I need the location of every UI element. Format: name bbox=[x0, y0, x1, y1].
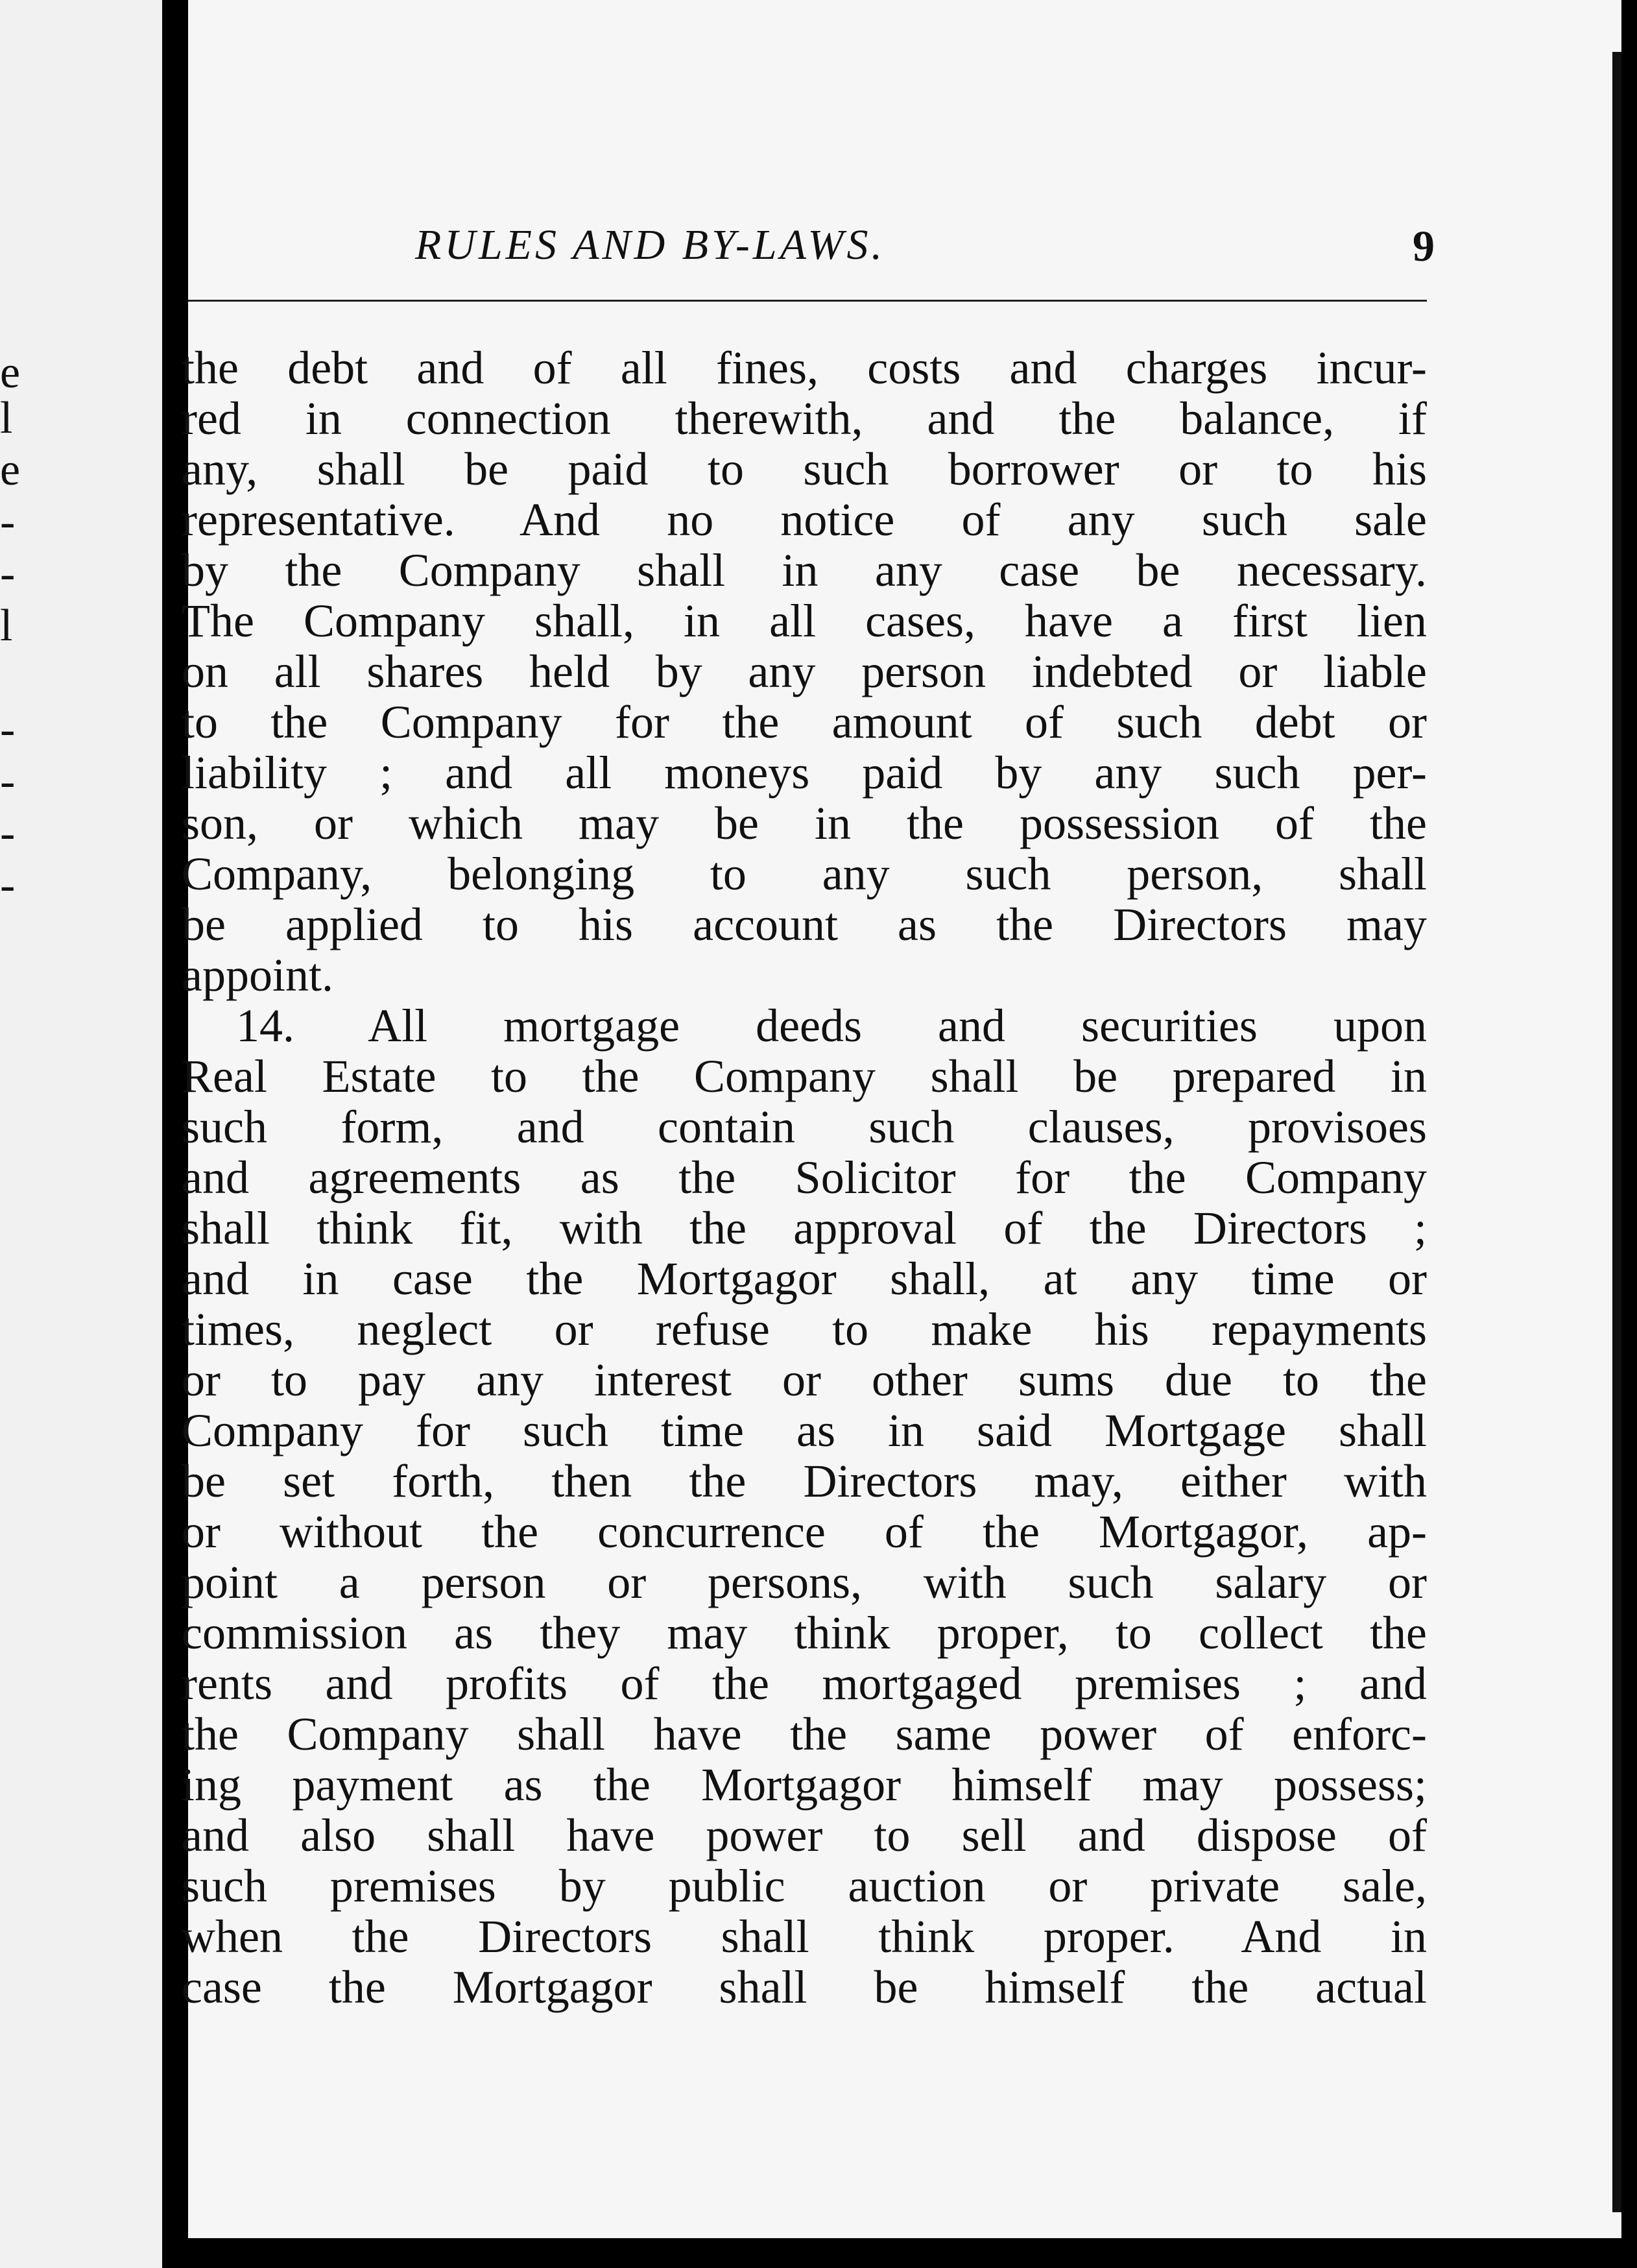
text-line: red in connection therewith, and the balance, if bbox=[182, 392, 1427, 444]
text-line: be set forth, then the Directors may, either with bbox=[182, 1455, 1427, 1507]
facing-page-fragment: - bbox=[0, 808, 16, 858]
text-line: son, or which may be in the possession of the bbox=[182, 797, 1427, 849]
facing-page-fragment: - bbox=[0, 756, 16, 806]
text-line: to the Company for the amount of such debt or bbox=[182, 696, 1427, 748]
text-line: such premises by public auction or private sale, bbox=[182, 1860, 1427, 1912]
facing-page-fragment: - bbox=[0, 860, 16, 910]
text-line: times, neglect or refuse to make his repayments bbox=[182, 1303, 1427, 1355]
running-head bbox=[188, 221, 1435, 285]
page-edge-shadow bbox=[1612, 52, 1621, 2212]
text-line: appoint. bbox=[182, 949, 333, 1001]
text-line: when the Directors shall think proper. And in bbox=[182, 1911, 1427, 1962]
running-title: RULES AND BY-LAWS. bbox=[415, 221, 885, 269]
text-line: or to pay any interest or other sums due to the bbox=[182, 1354, 1427, 1406]
text-line: liability ; and all moneys paid by any such per- bbox=[182, 747, 1427, 799]
text-line: representative. And no notice of any such sale bbox=[182, 494, 1427, 546]
text-line: and agreements as the Solicitor for the Company bbox=[182, 1152, 1427, 1203]
text-line: Company for such time as in said Mortgage shall bbox=[182, 1405, 1427, 1456]
text-line: shall think fit, with the approval of the Directors ; bbox=[182, 1202, 1427, 1254]
text-line: be applied to his account as the Directors may bbox=[182, 899, 1427, 950]
text-line: any, shall be paid to such borrower or to his bbox=[182, 443, 1427, 495]
text-line: case the Mortgagor shall be himself the actual bbox=[182, 1961, 1427, 2013]
facing-page-edge bbox=[0, 0, 163, 2268]
section-start-line: 14. All mortgage deeds and securities upon bbox=[236, 1000, 1427, 1052]
body-text bbox=[182, 343, 1427, 2012]
text-line: point a person or persons, with such salary or bbox=[182, 1556, 1427, 1608]
text-line: Real Estate to the Company shall be prepared in bbox=[182, 1050, 1427, 1102]
text-line: on all shares held by any person indebted or liable bbox=[182, 645, 1427, 697]
facing-page-fragment: e bbox=[0, 445, 21, 495]
text-line: and also shall have power to sell and dispose of bbox=[182, 1809, 1427, 1861]
facing-page-fragment: - bbox=[0, 497, 16, 547]
facing-page-fragment: - bbox=[0, 705, 16, 754]
text-line: the Company shall have the same power of enforc- bbox=[182, 1708, 1427, 1760]
text-line: ing payment as the Mortgagor himself may possess; bbox=[182, 1759, 1427, 1811]
text-line: by the Company shall in any case be necessary. bbox=[182, 544, 1427, 596]
text-line: The Company shall, in all cases, have a first lien bbox=[182, 595, 1427, 647]
text-line: or without the concurrence of the Mortgagor, ap- bbox=[182, 1506, 1427, 1558]
text-line: such form, and contain such clauses, provisoes bbox=[182, 1101, 1427, 1153]
text-line: Company, belonging to any such person, shall bbox=[182, 848, 1427, 900]
page-number: 9 bbox=[1413, 221, 1435, 271]
facing-page-fragment: - bbox=[0, 549, 16, 599]
facing-page-fragment: e bbox=[0, 348, 21, 398]
text-line: rents and profits of the mortgaged premises ; and bbox=[182, 1658, 1427, 1709]
text-line: commission as they may think proper, to collect the bbox=[182, 1607, 1427, 1659]
header-rule bbox=[188, 300, 1427, 302]
facing-page-fragment: l bbox=[0, 393, 13, 443]
facing-page-fragment: l bbox=[0, 601, 13, 651]
text-line: the debt and of all fines, costs and charges incur- bbox=[182, 342, 1427, 394]
text-line: and in case the Mortgagor shall, at any time or bbox=[182, 1253, 1427, 1305]
